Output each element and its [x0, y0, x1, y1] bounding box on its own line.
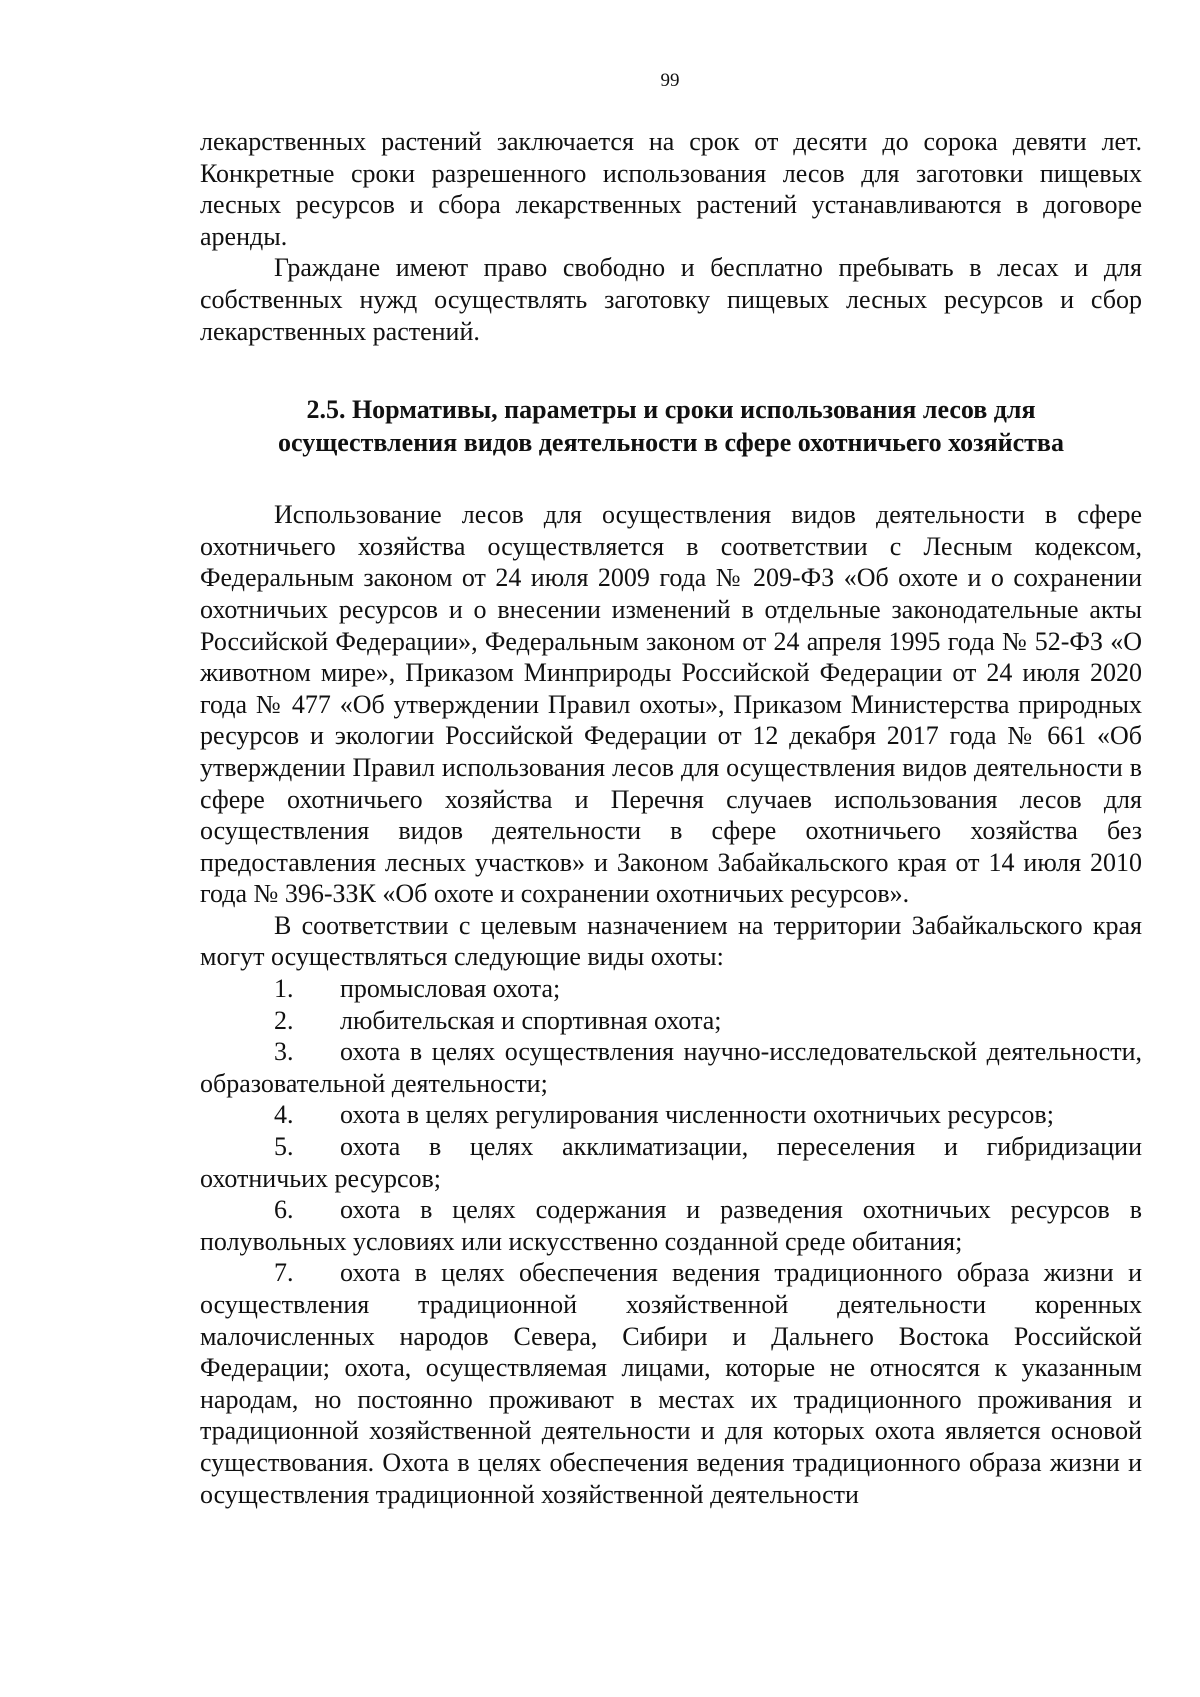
list-item-text: любительская и спортивная охота; — [340, 1005, 722, 1035]
list-item — [200, 1131, 1142, 1194]
list-item-number: 5. — [274, 1132, 294, 1162]
list-item-number: 1. — [274, 974, 294, 1004]
paragraph: лекарственных растений заключается на срок от десяти до сорока девяти лет. Конкретные сроки разрешенного использования лесов для заготовки пищевых лесных ресурсов и сбора лекарственных растений устанавливаются в договоре аренды. — [200, 127, 1142, 251]
list-item — [200, 1099, 1142, 1131]
list-item — [200, 973, 1142, 1005]
list-item-text: охота в целях регулирования численности охотничьих ресурсов; — [340, 1100, 1054, 1130]
paragraph: В соответствии с целевым назначением на территории Забайкальского края могут осуществляться следующие виды охоты: — [200, 910, 1142, 972]
list-item-text: охота в целях акклиматизации, переселения и гибридизации охотничьих ресурсов; — [200, 1132, 1142, 1193]
paragraph: Использование лесов для осуществления видов деятельности в сфере охотничьего хозяйства осуществляется в соответствии с Лесным кодексом, Федеральным законом от 24 июля 2009 года № 209-ФЗ «Об охоте и о сохранении охотничьих ресурсов и о внесении изменений в отдельные законодательные акты Российской Федерации», Федеральным законом от 24 апреля 1995 года № 52-ФЗ «О животном мире», Приказом Минприроды Российской Федерации от 24 июля 2020 года № 477 «Об утверждении Правил охоты», Приказом Министерства природных ресурсов и экологии Российской Федерации от 12 декабря 2017 года № 661 «Об утверждении Правил использования лесов для осуществления видов деятельности в сфере охотничьего хозяйства и Перечня случаев использования лесов для осуществления видов деятельности в сфере охотничьего хозяйства без предоставления лесных участков» и Законом Забайкальского края от 14 июля 2010 года № 396-ЗЗК «Об охоте и сохранении охотничьих ресурсов». — [200, 500, 1142, 909]
section-heading — [200, 393, 1142, 459]
list-item-number: 6. — [274, 1195, 294, 1225]
page-number: 99 — [660, 70, 680, 91]
list-item-number: 4. — [274, 1100, 294, 1130]
list-item — [200, 1194, 1142, 1257]
list-item-text: охота в целях обеспечения ведения традиционного образа жизни и осуществления традиционной хозяйственной деятельности коренных малочисленных народов Севера, Сибири и Дальнего Востока Российской Федерации; охота, осуществляемая лицами, которые не относятся к указанным народам, но постоянно проживают в местах их традиционного проживания и традиционной хозяйственной деятельности и для которых охота является основой существования. Охота в целях обеспечения ведения традиционного образа жизни и осуществления традиционной хозяйственной деятельности — [200, 1258, 1142, 1509]
list-item-text: промысловая охота; — [340, 974, 561, 1004]
list-item-number: 2. — [274, 1005, 294, 1035]
list-item — [200, 1257, 1142, 1510]
list-item-number: 3. — [274, 1037, 294, 1067]
section-heading-line: осуществления видов деятельности в сфере охотничьего хозяйства — [278, 428, 1064, 458]
list-item — [200, 1036, 1142, 1099]
section-heading-line: 2.5. Нормативы, параметры и сроки использования лесов для — [306, 395, 1036, 425]
hunting-types-list — [200, 973, 1142, 1510]
list-item-text: охота в целях содержания и разведения охотничьих ресурсов в полувольных условиях или искусственно созданной среде обитания; — [200, 1195, 1142, 1256]
list-item-text: охота в целях осуществления научно-исследовательской деятельности, образовательной деятельности; — [200, 1037, 1142, 1098]
list-item-number: 7. — [274, 1258, 294, 1288]
paragraph: Граждане имеют право свободно и бесплатно пребывать в лесах и для собственных нужд осуществлять заготовку пищевых лесных ресурсов и сбор лекарственных растений. — [200, 253, 1142, 346]
page-content — [200, 126, 1142, 1510]
list-item — [200, 1005, 1142, 1037]
